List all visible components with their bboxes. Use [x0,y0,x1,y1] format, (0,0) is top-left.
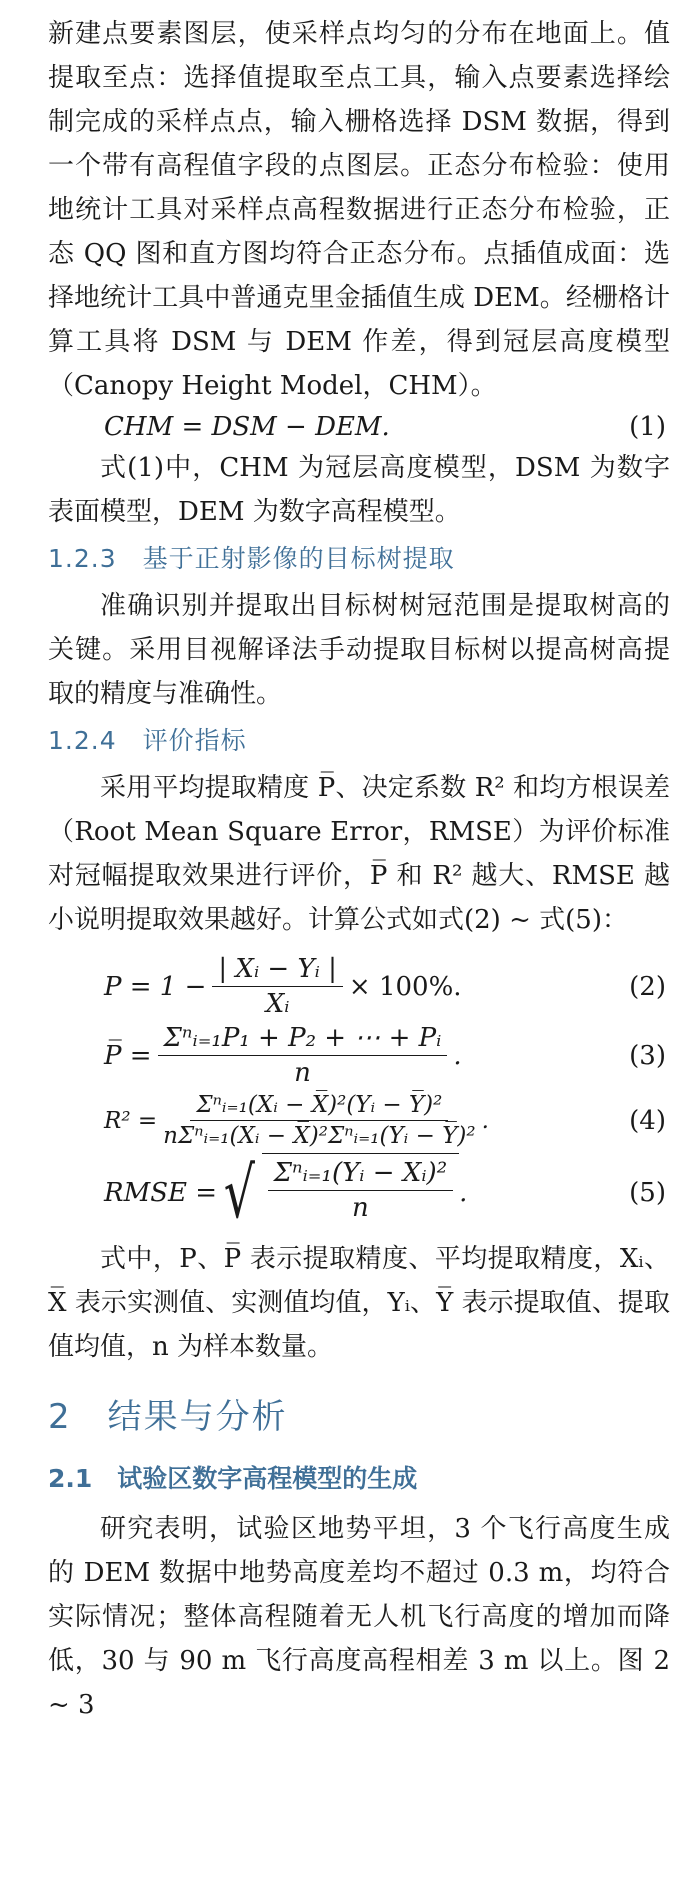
equation-4-denominator: nΣⁿᵢ₌₁(Xᵢ − X̅)²Σⁿᵢ₌₁(Yᵢ − Y̅)² [163,1123,476,1149]
paragraph-methods: 新建点要素图层，使采样点均匀的分布在地面上。值提取至点：选择值提取至点工具，输入点要素选择绘制完成的采样点点，输入栅格选择 DSM 数据，得到一个带有高程值字段的点图层。正态分布检验：使用地统计工具对采样点高程数据进行正态分布检验，正态 QQ 图和直方图均符合正态分布。点插值成面：选择地统计工具中普通克里金插值生成 DEM。经栅格计算工具将 DSM 与 DEM 作差，得到冠层高度模型（Canopy Height Model，CHM）。 [48,19,670,401]
equation-2-numerator: | Xᵢ − Yᵢ | [212,954,343,987]
equation-2-fraction [212,954,343,1019]
section-heading-2: 2 结果与分析 [48,1397,288,1437]
equation-3 [48,1023,670,1088]
equation-5-tail: . [459,1178,468,1208]
equation-3-tail: . [453,1040,462,1071]
equation-4-tail: . [481,1107,489,1134]
equation-2-tail: × 100%. [348,971,462,1002]
equation-5-numerator: Σⁿᵢ₌₁(Yᵢ − Xᵢ)² [268,1158,453,1191]
equation-3-number: (3) [629,1040,666,1071]
equation-4-numerator: Σⁿᵢ₌₁(Xᵢ − X̅)²(Yᵢ − Y̅)² [190,1092,448,1121]
equation-3-fraction [158,1023,448,1088]
equation-2 [48,954,670,1019]
equation-5-number: (5) [629,1178,666,1208]
section-heading-2-1: 2.1 试验区数字高程模型的生成 [48,1464,418,1493]
equation-1-number: (1) [629,412,666,442]
equation-5 [48,1153,670,1233]
section-heading-1-2-3: 1.2.3 基于正射影像的目标树提取 [48,544,455,573]
equation-5-fraction [268,1158,453,1223]
equation-3-lhs: P̅ = [104,1040,152,1071]
equation-5-denominator: n [352,1193,369,1223]
paragraph-evaluation-metrics: 采用平均提取精度 P̅、决定系数 R² 和均方根误差（Root Mean Square Error，RMSE）为评价标准对冠幅提取效果进行评价，P̅ 和 R² 越大、RMSE 越小说明提取效果越好。计算公式如式(2) ~ 式(5)： [48,773,670,935]
sqrt-radical-icon: √ [223,1152,255,1234]
equation-3-numerator: Σⁿᵢ₌₁P₁ + P₂ + ⋯ + Pᵢ [158,1023,448,1056]
equation-4-lhs: R² = [104,1107,158,1134]
equation-4-fraction [163,1092,475,1149]
equation-1-body: CHM = DSM − DEM. [104,412,390,442]
equation-4 [48,1092,670,1149]
paragraph-chm-definition: 式(1)中，CHM 为冠层高度模型，DSM 为数字表面模型，DEM 为数字高程模型。 [48,453,670,527]
equation-1 [48,412,670,442]
equation-4-number: (4) [629,1105,666,1136]
equation-5-sqrt [217,1153,459,1233]
section-heading-1-2-4: 1.2.4 评价指标 [48,726,247,755]
equation-5-lhs: RMSE = [104,1178,218,1208]
equation-3-denominator: n [294,1058,311,1088]
paragraph-results: 研究表明，试验区地势平坦，3 个飞行高度生成的 DEM 数据中地势高度差均不超过 0.3 m，均符合实际情况；整体高程随着无人机飞行高度的增加而降低，30 与 90 m 飞行高度高程相差 3 m 以上。图 2 ~ 3 [48,1514,670,1720]
paragraph-symbol-definitions: 式中，P、P̅ 表示提取精度、平均提取精度，Xᵢ、X̅ 表示实测值、实测值均值，Yᵢ、Y̅ 表示提取值、提取值均值，n 为样本数量。 [48,1244,670,1362]
equation-2-lhs: P = 1 − [104,971,207,1002]
paragraph-tree-extraction: 准确识别并提取出目标树树冠范围是提取树高的关键。采用目视解译法手动提取目标树以提高树高提取的精度与准确性。 [48,591,670,709]
equation-2-number: (2) [629,971,666,1002]
equation-2-denominator: Xᵢ [265,989,290,1019]
